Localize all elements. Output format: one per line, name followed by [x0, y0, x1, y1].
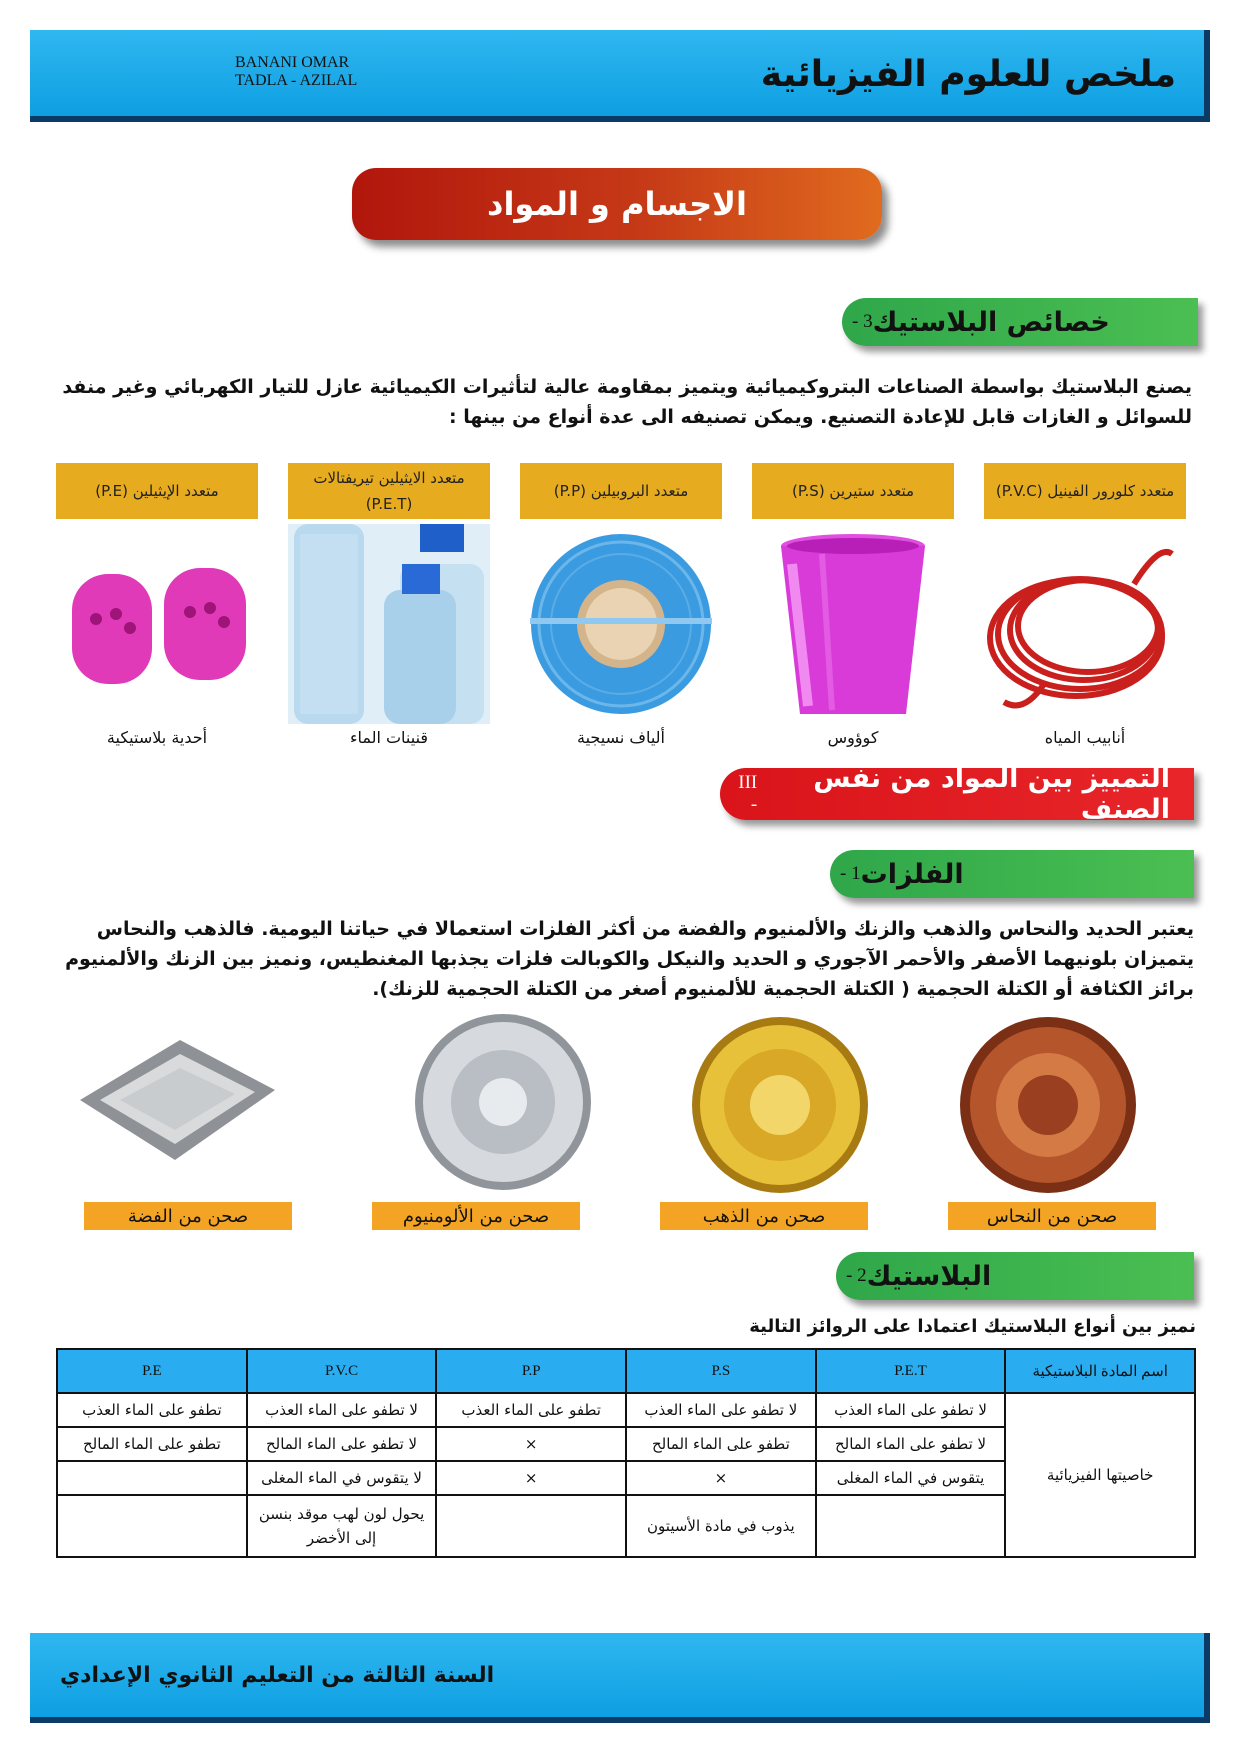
table-cell: يتقوس في الماء المغلى — [816, 1461, 1006, 1495]
table-header-row — [57, 1349, 1195, 1393]
metals-paragraph: يعتبر الحديد والنحاس والذهب والزنك والألمنيوم والفضة من أكثر الفلزات استعمالا في حياتنا اليومية. فالذهب والنحاس يتميزان بلونيهما الأصفر والأحمر الآجوري و الحديد والنيكل والكوبالت فلزات يجذبها المغنطيس، ونميز بين الزنك والألمنيوم برائز الكثافة أو الكتلة الحجمية ( الكتلة الحجمية للألمنيوم أصغر من الكتلة الحجمية للزنك). — [65, 918, 1194, 1000]
table-cell — [57, 1495, 247, 1557]
type-label-pvc: متعدد كلورور الفينيل (P.V.C) — [984, 463, 1186, 519]
table-header: P.E.T — [816, 1349, 1006, 1393]
main-title: الاجسام و المواد — [352, 168, 882, 240]
table-header: P.E — [57, 1349, 247, 1393]
author-region: TADLA - AZILAL — [235, 72, 358, 89]
author-block — [235, 54, 357, 90]
section-metals-header — [830, 850, 1194, 898]
table-header: P.S — [626, 1349, 816, 1393]
footer-banner — [30, 1633, 1210, 1723]
water-bottles-icon — [288, 524, 490, 724]
caption-plastic-shoes: أحدية بلاستيكية — [106, 728, 208, 747]
section-title: التمييز بين المواد من نفس الصنف — [813, 763, 1170, 825]
table-cell: لا تطفو على الماء المالح — [816, 1427, 1006, 1461]
table-cell — [57, 1461, 247, 1495]
table-cell: × — [626, 1461, 816, 1495]
table-cell: لا تطفو على الماء العذب — [247, 1393, 437, 1427]
table-cell: يحول لون لهب موقد بنسن إلى الأخضر — [247, 1495, 437, 1557]
red-hose-icon — [984, 524, 1186, 724]
section-number: 1 - — [840, 863, 861, 884]
table-cell — [436, 1495, 626, 1557]
table-cell: تطفو على الماء المالح — [626, 1427, 816, 1461]
copper-plate-icon — [948, 1010, 1148, 1200]
section-title: خصائص البلاستيك — [872, 306, 1110, 338]
type-label-pet: متعدد الايثيلين تيريفتالات (P.E.T) — [288, 463, 490, 519]
section-distinguish-header — [720, 763, 1194, 825]
table-cell: لا يتقوس في الماء المغلى — [247, 1461, 437, 1495]
plastic-cup-icon — [752, 524, 954, 724]
table-cell: يذوب في مادة الأسيتون — [626, 1495, 816, 1557]
type-label-ps: متعدد ستيرين (P.S) — [752, 463, 954, 519]
table-cell: تطفو على الماء العذب — [57, 1393, 247, 1427]
header-banner — [30, 30, 1210, 122]
type-label-pp: متعدد البروبيلين (P.P) — [520, 463, 722, 519]
section-title: الفلزات — [860, 858, 964, 890]
table-header: P.P — [436, 1349, 626, 1393]
plastics-properties-table — [56, 1348, 1196, 1558]
table-cell: × — [436, 1461, 626, 1495]
property-label-cell: خاصيتها الفيزيائية — [1005, 1393, 1195, 1557]
table-cell: لا تطفو على الماء المالح — [247, 1427, 437, 1461]
plastic-shoes-icon — [56, 524, 258, 724]
caption-textile-fibers: ألياف نسيجية — [577, 728, 665, 747]
table-header: اسم المادة البلاستيكية — [1005, 1349, 1195, 1393]
footer-text: السنة الثالثة من التعليم الثانوي الإعدادي — [60, 1663, 495, 1688]
table-cell: لا تطفو على الماء العذب — [816, 1393, 1006, 1427]
section-plastic-properties-header — [842, 298, 1198, 346]
section-title: البلاستيك — [866, 1260, 992, 1292]
plate-label-gold: صحن من الذهب — [660, 1202, 868, 1230]
section-number: III - — [738, 772, 758, 815]
table-cell: تطفو على الماء المالح — [57, 1427, 247, 1461]
section-number: 3 - — [852, 311, 873, 332]
table-cell: تطفو على الماء العذب — [436, 1393, 626, 1427]
table-cell: لا تطفو على الماء العذب — [626, 1393, 816, 1427]
plastic-properties-paragraph: يصنع البلاستيك بواسطة الصناعات البتروكيميائية ويتميز بمقاومة عالية لتأثيرات الكيميائية عازل للتيار الكهربائي وغير منفد للسوائل و الغازات قابل للإعادة التصنيع. ويمكن تصنيفه الى عدة أنواع من بينها : — [62, 376, 1192, 428]
plate-label-copper: صحن من النحاس — [948, 1202, 1156, 1230]
aluminum-plate-icon — [398, 1010, 608, 1200]
caption-cups: كوؤوس — [827, 728, 879, 747]
table-header: P.V.C — [247, 1349, 437, 1393]
silver-tray-icon — [60, 1010, 290, 1200]
gold-plate-icon — [680, 1010, 880, 1200]
plastics-table-intro: نميز بين أنواع البلاستيك اعتمادا على الروائز التالية — [749, 1316, 1196, 1337]
author-name: BANANI OMAR — [235, 54, 350, 71]
plate-label-aluminum: صحن من الألومنيوم — [372, 1202, 580, 1230]
table-cell — [816, 1495, 1006, 1557]
table-cell: × — [436, 1427, 626, 1461]
table-row — [57, 1393, 1195, 1427]
caption-water-bottles: قنينات الماء — [349, 728, 429, 747]
plate-label-silver: صحن من الفضة — [84, 1202, 292, 1230]
section-plastics-header — [836, 1252, 1194, 1300]
caption-water-pipes: أنابيب المياه — [1044, 728, 1126, 747]
page-header-title: ملخص للعلوم الفيزيائية — [760, 54, 1176, 95]
strap-roll-icon — [520, 524, 722, 724]
type-label-pe: متعدد الإيثيلين (P.E) — [56, 463, 258, 519]
section-number: 2 - — [846, 1265, 867, 1286]
